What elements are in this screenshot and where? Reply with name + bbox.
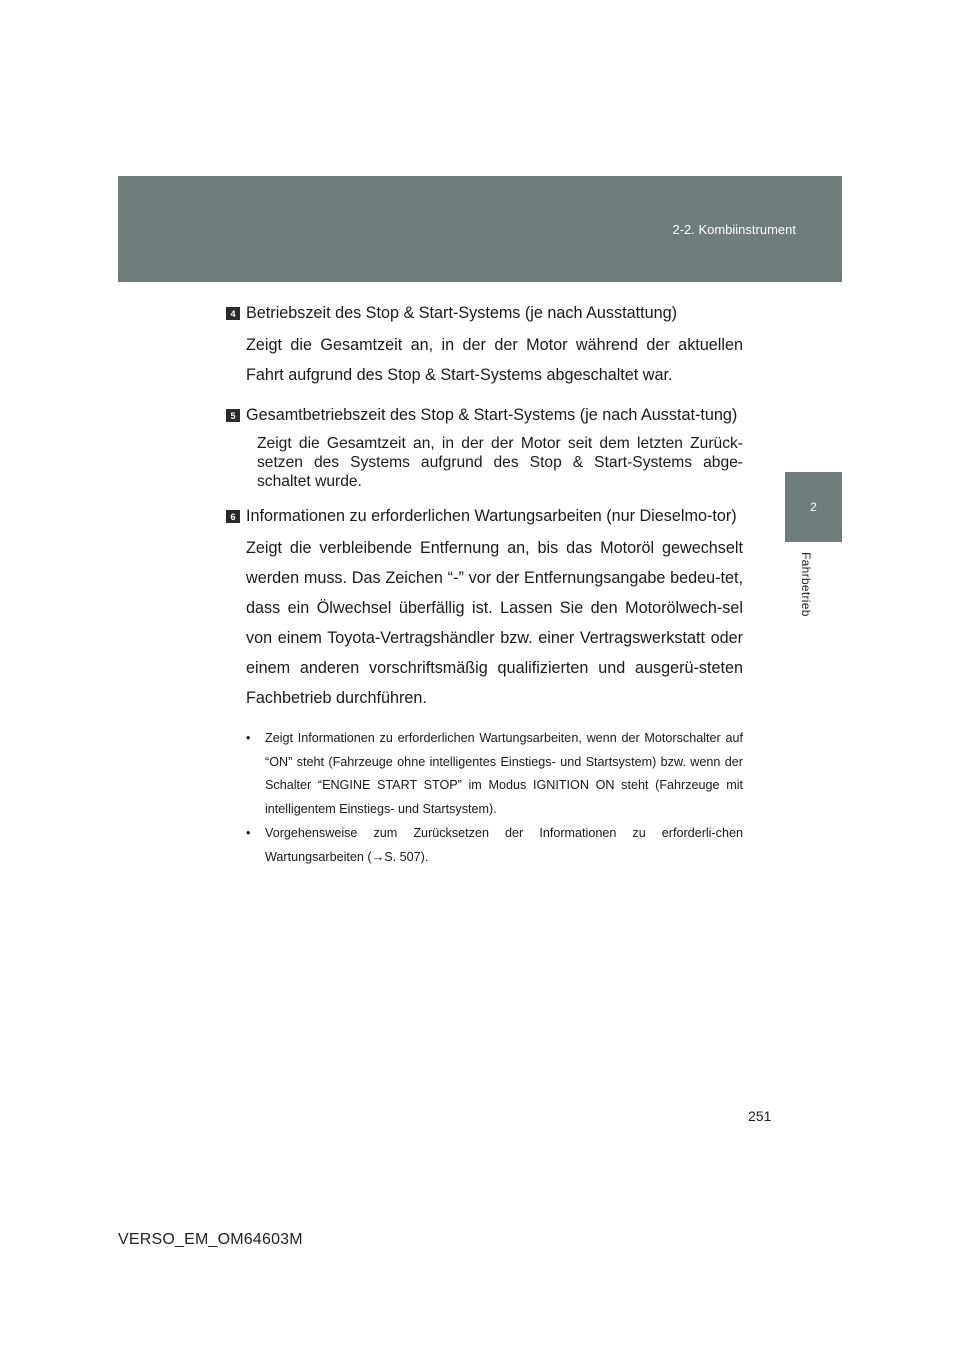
chapter-tab [785,472,842,542]
number-4-icon: 4 [226,307,240,320]
item-4 [226,300,743,390]
header-band [118,176,842,282]
bullet-icon: • [246,826,251,840]
item-description: Zeigt die verbleibende Entfernung an, bis das Motoröl gewechselt werden muss. Das Zeichen “-” vor der Entfernungsangabe bedeu-tet, dass ein Ölwechsel überfällig ist. Lassen Sie den Motorölwech-sel von einem Toyota-Vertragshändler bzw. einer Vertragswerkstatt oder einem anderen vorschriftsmäßig qualifizierten und ausgerü-steten Fachbetrieb durchführen. [246,539,743,707]
number-5-icon: 5 [226,409,240,422]
chapter-label: Fahrbetrieb [799,552,813,617]
item-description: Zeigt die Gesamtzeit an, in der der Motor während der aktuellen Fahrt aufgrund des Stop & Start-Systems abgeschaltet war. [246,336,743,384]
item-5 [226,402,743,491]
notes-list [226,727,743,869]
section-title: 2-2. Kombiinstrument [672,222,796,237]
item-6 [226,503,743,713]
bullet-icon: • [246,731,251,745]
content [226,300,743,870]
list-item: • Zeigt Informationen zu erforderlichen Wartungsarbeiten, wenn der Motorschalter auf “ON” steht (Fahrzeuge ohne intelligentes Einstiegs- und Startsystem) bzw. wenn der Schalter “ENGINE START STOP” im Modus IGNITION ON steht (Fahrzeuge mit intelligentem Einstiegs- und Startsystem). [246,727,743,821]
item-title: Informationen zu erforderlichen Wartungsarbeiten (nur Dieselmo-tor) [246,507,737,525]
number-6-icon: 6 [226,510,240,523]
item-title: Betriebszeit des Stop & Start-Systems (je nach Ausstattung) [246,304,677,322]
page-number: 251 [748,1108,772,1124]
chapter-number: 2 [810,500,817,514]
document-code: VERSO_EM_OM64603M [118,1231,303,1248]
item-description: Zeigt die Gesamtzeit an, in der der Motor seit dem letzten Zurück-setzen des Systems aufgrund des Stop & Start-Systems abge-schaltet wurde. [257,435,743,490]
item-title: Gesamtbetriebszeit des Stop & Start-Systems (je nach Ausstat-tung) [246,406,738,424]
list-item: • Vorgehensweise zum Zurücksetzen der Informationen zu erforderli-chen Wartungsarbeiten (→S. 507). [246,822,743,869]
